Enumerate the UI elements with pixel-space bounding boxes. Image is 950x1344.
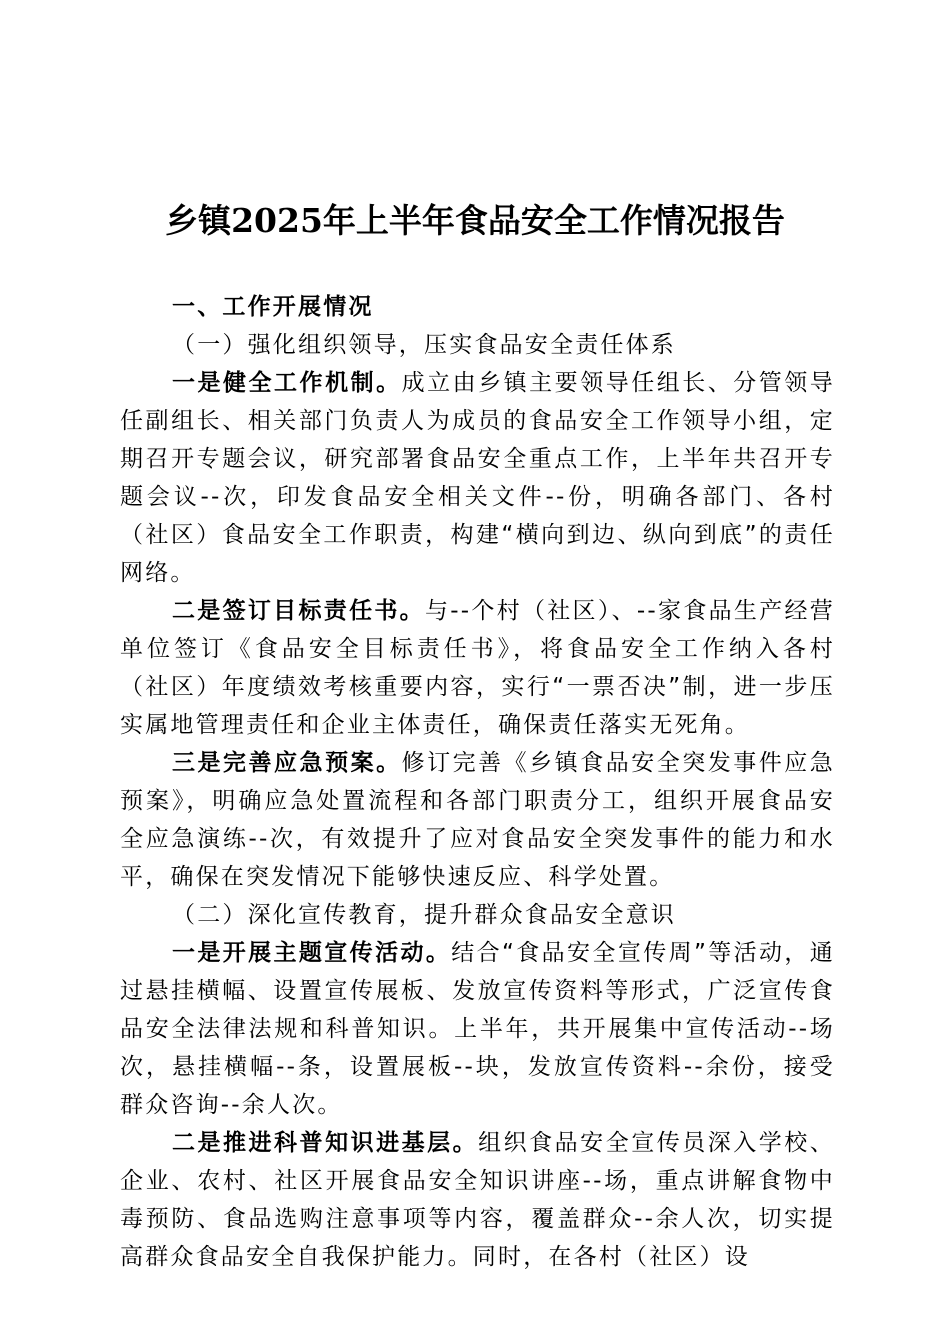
subsection-heading-1: （一）强化组织领导，压实食品安全责任体系	[172, 332, 676, 358]
paragraph-1-lead: 一是健全工作机制。	[172, 370, 402, 396]
paragraph-2-lead: 二是签订目标责任书。	[172, 598, 425, 624]
paragraph-4-text: 结合“食品安全宣传周”等活动，通过悬挂横幅、设置宣传展板、发放宣传资料等形式，广泛宣传食品安全法律法规和科普知识。上半年，共开展集中宣传活动--场次，悬挂横幅--条，设置展板--块，发放宣传资料--余份，接受群众咨询--余人次。	[120, 940, 835, 1118]
paragraph-3	[120, 744, 835, 896]
paragraph-5-lead: 二是推进科普知识进基层。	[172, 1130, 479, 1156]
section-heading-1: 一、工作开展情况	[172, 294, 374, 320]
paragraph-4-lead: 一是开展主题宣传活动。	[172, 940, 452, 966]
paragraph-1	[120, 364, 835, 592]
document-title: 乡镇2025年上半年食品安全工作情况报告	[165, 201, 785, 240]
paragraph-2	[120, 592, 835, 744]
subsection-heading-2-text: （二）深化宣传教育，提升群众食品安全意识	[172, 902, 676, 928]
paragraph-2-text: 与--个村（社区）、--家食品生产经营单位签订《食品安全目标责任书》，将食品安全工作纳入各村（社区）年度绩效考核重要内容，实行“一票否决”制，进一步压实属地管理责任和企业主体责任，确保责任落实无死角。	[120, 598, 836, 738]
paragraph-5	[120, 1124, 835, 1276]
document-body	[120, 288, 835, 1276]
subsection-heading-2	[120, 896, 835, 934]
paragraph-4	[120, 934, 835, 1124]
paragraph-1-text: 成立由乡镇主要领导任组长、分管领导任副组长、相关部门负责人为成员的食品安全工作领导小组，定期召开专题会议，研究部署食品安全重点工作，上半年共召开专题会议--次，印发食品安全相关文件--份，明确各部门、各村（社区）食品安全工作职责，构建“横向到边、纵向到底”的责任网络。	[120, 370, 835, 586]
paragraph-5-text: 组织食品安全宣传员深入学校、企业、农村、社区开展食品安全知识讲座--场，重点讲解食物中毒预防、食品选购注意事项等内容，覆盖群众--余人次，切实提高群众食品安全自我保护能力。同时，在各村（社区）设	[120, 1130, 835, 1270]
paragraph-3-lead: 三是完善应急预案。	[172, 750, 402, 776]
paragraph-3-text: 修订完善《乡镇食品安全突发事件应急预案》，明确应急处置流程和各部门职责分工，组织开展食品安全应急演练--次，有效提升了应对食品安全突发事件的能力和水平，确保在突发情况下能够快速反应、科学处置。	[120, 750, 835, 890]
